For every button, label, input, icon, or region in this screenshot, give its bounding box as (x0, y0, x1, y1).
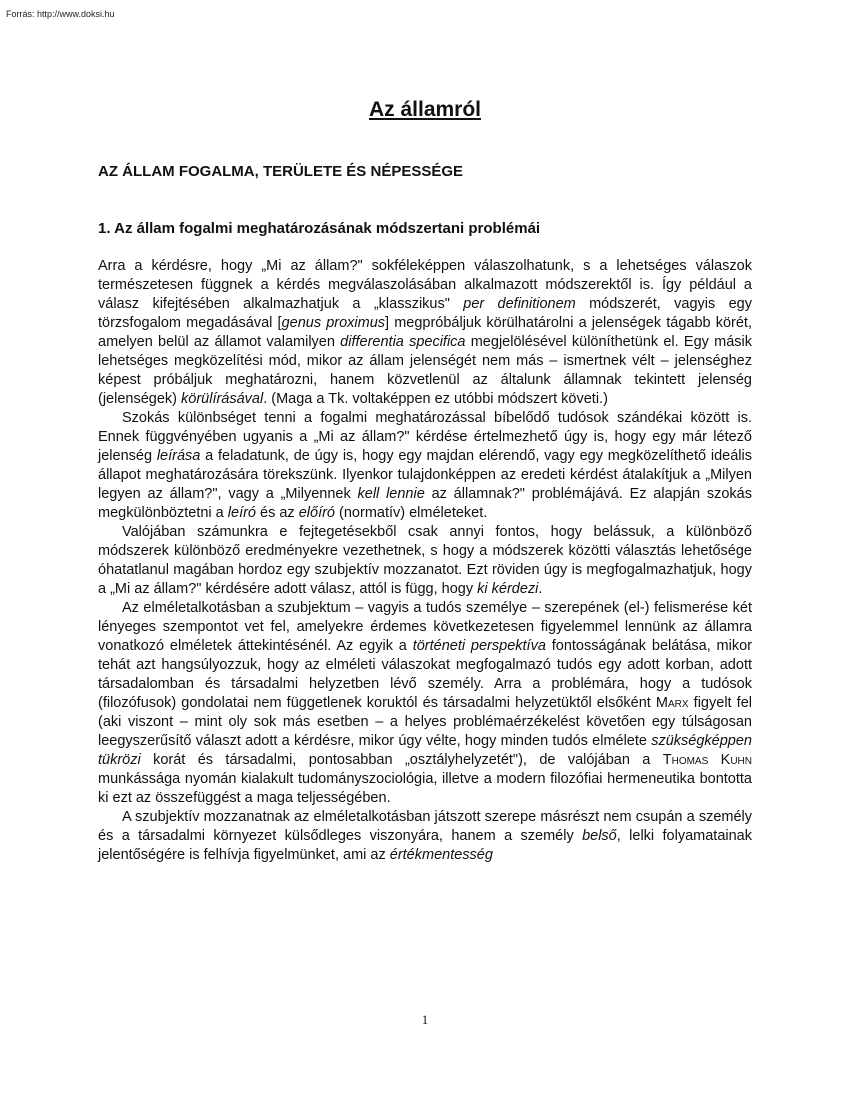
paragraph-3: Valójában számunkra e fejtegetésekből csak annyi fontos, hogy belássuk, a különböző módszerek különböző eredményekre vezethetnek, s hogy a módszerek közötti választás lehetősége óhatatlanul magában hordoz egy szubjektív mozzanatot. Ezt röviden úgy is megfogalmazhatjuk, hogy a „Mi az állam?" kérdésére adott válasz, attól is függ, hogy ki kérdezi. (98, 524, 752, 597)
source-note: Forrás: http://www.doksi.hu (6, 9, 115, 19)
page-title: Az államról (368, 98, 482, 121)
section-heading: AZ ÁLLAM FOGALMA, TERÜLETE ÉS NÉPESSÉGE (98, 163, 464, 180)
paragraph-4: Az elméletalkotásban a szubjektum – vagyis a tudós személye – szerepének (el-) felismerése két lényeges szempontot vet fel, amelyekre érdemes következetesen figyelemmel lennünk az államra vonatkozó elméletek áttekintésénél. Az egyik a történeti perspektíva fontosságának belátása, mikor tehát azt hangsúlyozzuk, hogy az elméleti válaszokat megfogalmazó tudós egy adott korban, adott társadalomban és társadalmi helyzetben lévő személy. Arra a problémára, hogy a tudósok (filozófusok) gondolatai nem függetlenek koruktól és társadalmi helyzetüktől elsőként Marx figyelt fel (aki viszont – mint oly sok más esetben – a helyes problémaérzékelést követően egy túlságosan leegyszerűsítő választ adott a kérdésre, mikor úgy vélte, hogy minden tudós elmélete szükségképpen tükrözi korát és társadalmi, pontosabban „osztályhelyzetét"), de valójában a Thomas Kuhn munkássága nyomán kialakult tudományszociológia, illetve a modern filozófiai hermeneutika bontotta ki ezt az összefüggést a maga teljességében. (98, 600, 752, 806)
subsection-heading: 1. Az állam fogalmi meghatározásának módszertani problémái (98, 220, 541, 237)
paragraph-5: A szubjektív mozzanatnak az elméletalkotásban játszott szerepe másrészt nem csupán a személy és a társadalmi környezet külsődleges viszonyára, hanem a személy belső, lelki folyamatainak jelentőségére is felhívja figyelmünket, ami az értékmentesség (98, 809, 752, 863)
page-number: 1 (421, 1012, 429, 1027)
body-text (98, 257, 752, 865)
paragraph-1: Arra a kérdésre, hogy „Mi az állam?" sokféleképpen válaszolhatunk, s a lehetséges válaszok természetesen függnek a kérdés megválaszolásában alkalmazott módszerektől is. Így például a válasz kifejtésében alkalmazhatjuk a „klasszikus" per definitionem módszerét, vagyis egy törzsfogalom megadásával [genus proximus] megpróbáljuk körülhatárolni a jelenségek tágabb körét, amelyen belül az államot valamilyen differentia specifica megjelölésével különíthetünk el. Egy másik lehetséges megközelítési mód, mikor az állam jelenségét nem más – ismertnek vélt – jelenséghez képest próbáljuk meghatározni, hanem közvetlenül az általunk államnak tekintett jelenség (jelenségek) körülírásával. (Maga a Tk. voltaképpen ez utóbbi módszert követi.) (98, 258, 752, 407)
paragraph-2: Szokás különbséget tenni a fogalmi meghatározással bíbelődő tudósok szándékai között is. Ennek függvényében ugyanis a „Mi az állam?" kérdése értelmezhető úgy is, hogy egy már létező jelenség leírása a feladatunk, de úgy is, hogy egy majdan elérendő, vagy egy megközelíthető ideális állapot meghatározására törekszünk. Ilyenkor tulajdonképpen az eredeti kérdést átalakítjuk a „Milyen legyen az állam?", vagy a „Milyennek kell lennie az államnak?" problémájává. Ez alapján szokás megkülönböztetni a leíró és az előíró (normatív) elméleteket. (98, 410, 752, 521)
